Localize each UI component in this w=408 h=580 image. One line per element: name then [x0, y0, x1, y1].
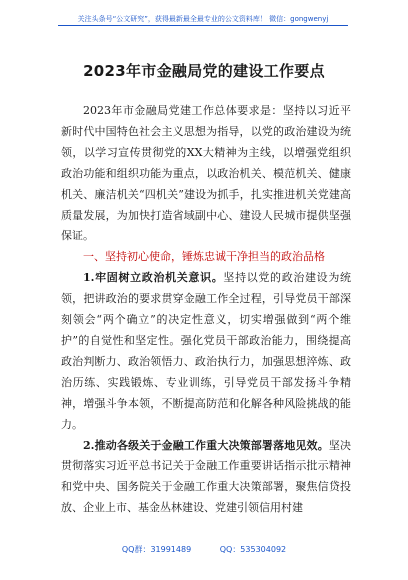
intro-paragraph: 2023年市金融局党建工作总体要求是：坚持以习近平新时代中国特色社会主义思想为指导，以党的政治建设为统领，以学习宣传贯彻党的XX大精神为主线，以增强党组织政治功能和组织功能为重点，以政治机关、模范机关、健康机关、廉洁机关“四机关”建设为抓手，扎实推进机关党建高质量发展，为加快打造省域副中心、建设人民城市提供坚强保证。: [61, 104, 351, 243]
item-2-heading: 2.推动各级关于金融工作重大决策部署落地见效。: [83, 438, 329, 452]
footer-banner: [0, 544, 408, 556]
item-1-heading: 1.牢固树立政治机关意识。: [83, 271, 224, 285]
footer-qq-group: QQ群：31991489: [121, 545, 192, 554]
document-title: 2023年市金融局党的建设工作要点: [83, 62, 325, 80]
footer-qq: QQ：535304092: [219, 545, 287, 554]
item-2-text: 坚决贯彻落实习近平总书记关于金融工作重要讲话指示批示精神和党中央、国务院关于金融工作重大决策部署，聚焦信贷投放、企业上市、基金丛林建设、党建引领信用村建: [61, 438, 352, 515]
item-2-paragraph: [61, 436, 351, 520]
item-1-text: 坚持以党的政治建设为统领，把讲政治的要求贯穿金融工作全过程，引导党员干部深刻领会“两个确立”的决定性意义，切实增强做到“两个维护”的自觉性和坚定性。强化党员干部政治能力，围绕提高政治判断力、政治领悟力、政治执行力，加强思想淬炼、政治历练、实践锻炼、专业训练，引导党员干部发扬斗争精神，增强斗争本领，不断提高防范和化解各种风险挑战的能力。: [61, 271, 352, 431]
document-body: [61, 101, 351, 519]
item-1-paragraph: [61, 268, 351, 435]
section-heading-1: 一、坚持初心使命，锤炼忠诚干净担当的政治品格: [83, 250, 325, 264]
header-banner: 关注头条号“公文研究”，获得最新最全最专业的公文资料库！ 微信：gongwenyj: [58, 13, 348, 26]
